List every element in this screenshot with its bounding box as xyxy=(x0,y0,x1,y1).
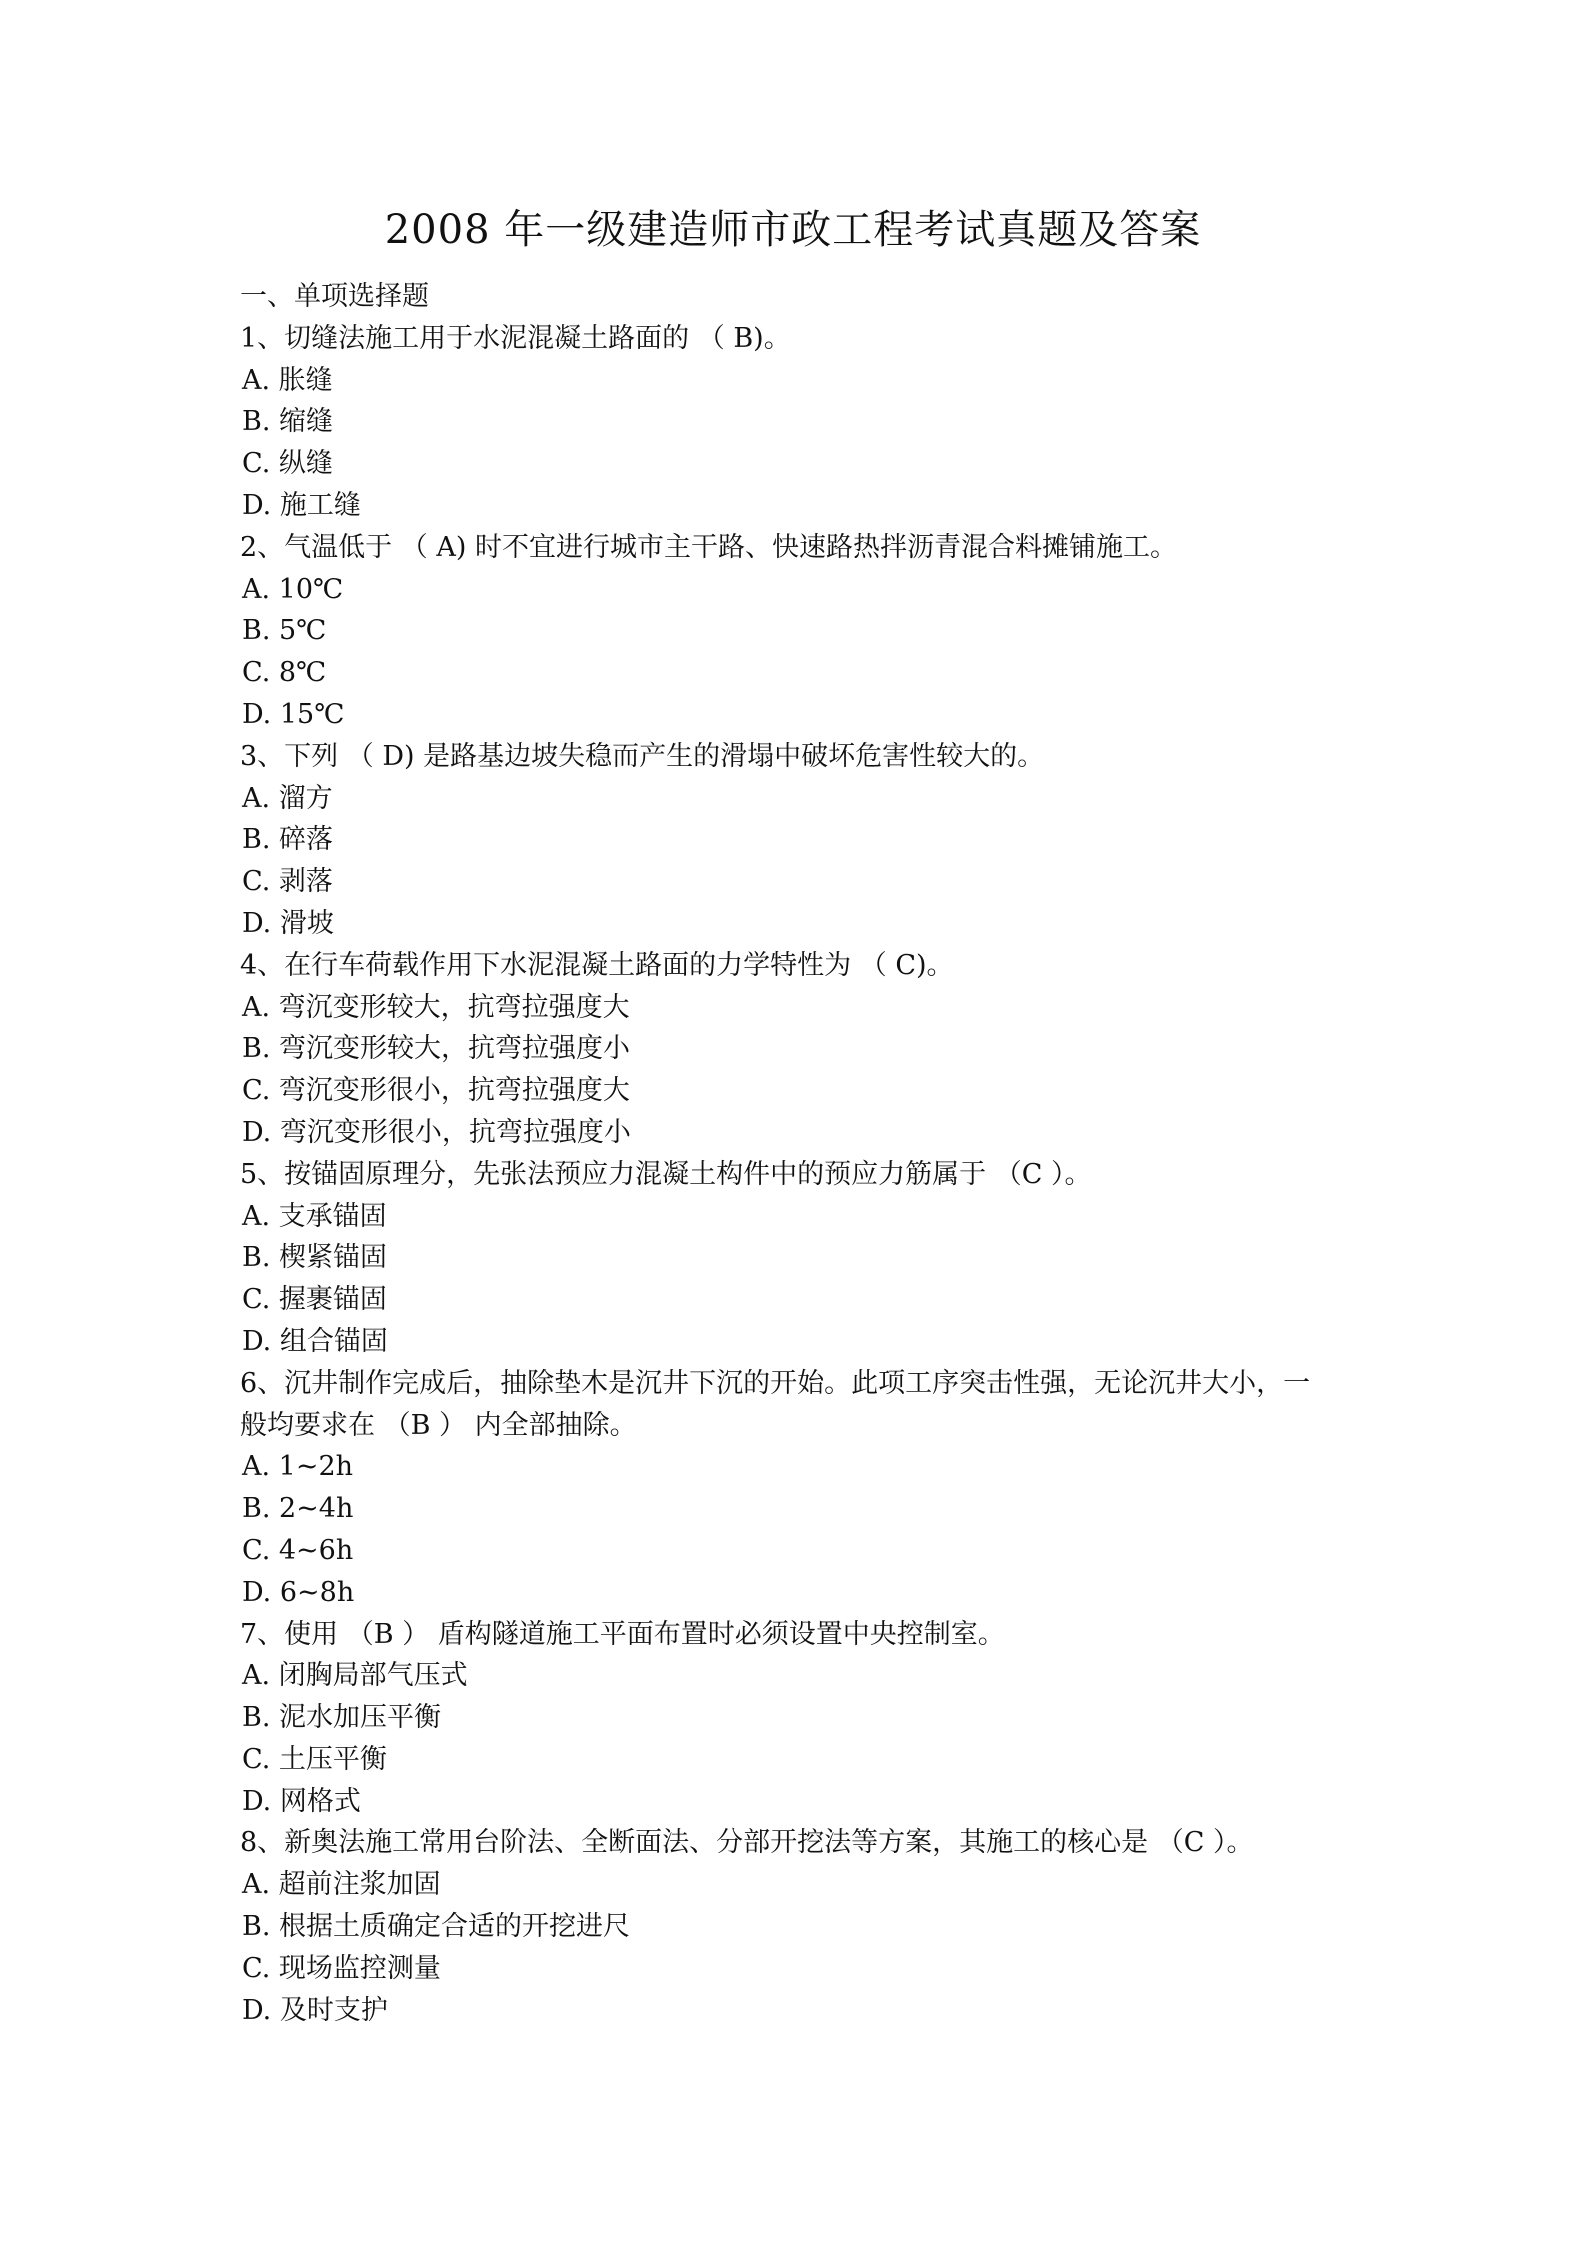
answer-option: D. 及时支护 xyxy=(242,1994,388,2026)
question-list xyxy=(240,318,1360,2032)
answer-option: C. 弯沉变形很小，抗弯拉强度大 xyxy=(242,1075,630,1107)
section-heading: 一、单项选择题 xyxy=(240,281,429,312)
question-item xyxy=(240,527,1360,736)
answer-option: C. 剥落 xyxy=(242,866,333,898)
question-text: 般均要求在 （B ） 内全部抽除。 xyxy=(240,1409,637,1441)
document-body xyxy=(240,276,1360,2031)
answer-option: D. 滑坡 xyxy=(242,907,334,939)
answer-option: B. 弯沉变形较大，抗弯拉强度小 xyxy=(242,1033,631,1065)
answer-option: D. 6~8h xyxy=(242,1576,355,1608)
answer-option: C. 握裹锚固 xyxy=(242,1284,387,1316)
question-text: 8、新奥法施工常用台阶法、全断面法、分部开挖法等方案，其施工的核心是 （C ）。 xyxy=(240,1827,1254,1859)
question-item xyxy=(240,318,1360,527)
answer-option: B. 缩缝 xyxy=(242,406,334,438)
answer-option: B. 根据土质确定合适的开挖进尺 xyxy=(242,1911,631,1943)
answer-option: C. 纵缝 xyxy=(242,448,333,480)
question-text: 1、切缝法施工用于水泥混凝土路面的 （ B)。 xyxy=(240,322,791,354)
answer-option: B. 5℃ xyxy=(242,615,327,647)
question-text: 5、按锚固原理分，先张法预应力混凝土构件中的预应力筋属于 （C ）。 xyxy=(240,1158,1092,1190)
question-text: 4、在行车荷载作用下水泥混凝土路面的力学特性为 （ C)。 xyxy=(240,949,954,981)
answer-option: D. 15℃ xyxy=(242,698,345,730)
answer-option: B. 泥水加压平衡 xyxy=(242,1702,442,1734)
answer-option: D. 弯沉变形很小，抗弯拉强度小 xyxy=(242,1116,631,1148)
answer-option: D. 网格式 xyxy=(242,1785,361,1817)
question-item xyxy=(240,1363,1360,1614)
answer-option: A. 溜方 xyxy=(242,782,333,814)
question-item xyxy=(240,1154,1360,1363)
answer-option: A. 闭胸局部气压式 xyxy=(242,1660,468,1692)
answer-option: C. 土压平衡 xyxy=(242,1743,387,1775)
question-text: 2、气温低于 （ A) 时不宜进行城市主干路、快速路热拌沥青混合料摊铺施工。 xyxy=(240,531,1177,563)
answer-option: D. 施工缝 xyxy=(242,489,361,521)
answer-option: B. 碎落 xyxy=(242,824,334,856)
answer-option: B. 楔紧锚固 xyxy=(242,1242,388,1274)
document-title: 2008 年一级建造师市政工程考试真题及答案 xyxy=(384,207,1202,253)
question-text: 3、下列 （ D) 是路基边坡失稳而产生的滑塌中破坏危害性较大的。 xyxy=(240,740,1045,772)
answer-option: A. 1~2h xyxy=(242,1451,354,1483)
question-item xyxy=(240,1822,1360,2031)
question-text: 6、沉井制作完成后，抽除垫木是沉井下沉的开始。此项工序突击性强，无论沉井大小，一 xyxy=(240,1367,1311,1399)
answer-option: C. 4~6h xyxy=(242,1534,354,1566)
answer-option: A. 超前注浆加固 xyxy=(242,1869,441,1901)
question-text: 7、使用 （B ） 盾构隧道施工平面布置时必须设置中央控制室。 xyxy=(240,1618,1005,1650)
answer-option: D. 组合锚固 xyxy=(242,1325,388,1357)
answer-option: C. 现场监控测量 xyxy=(242,1952,441,1984)
answer-option: A. 弯沉变形较大，抗弯拉强度大 xyxy=(242,991,630,1023)
answer-option: A. 10℃ xyxy=(242,573,344,605)
answer-option: B. 2~4h xyxy=(242,1493,354,1525)
answer-option: C. 8℃ xyxy=(242,657,327,689)
question-item xyxy=(240,1614,1360,1823)
question-item xyxy=(240,736,1360,945)
answer-option: A. 胀缝 xyxy=(242,364,333,396)
question-item xyxy=(240,945,1360,1154)
answer-option: A. 支承锚固 xyxy=(242,1200,387,1232)
